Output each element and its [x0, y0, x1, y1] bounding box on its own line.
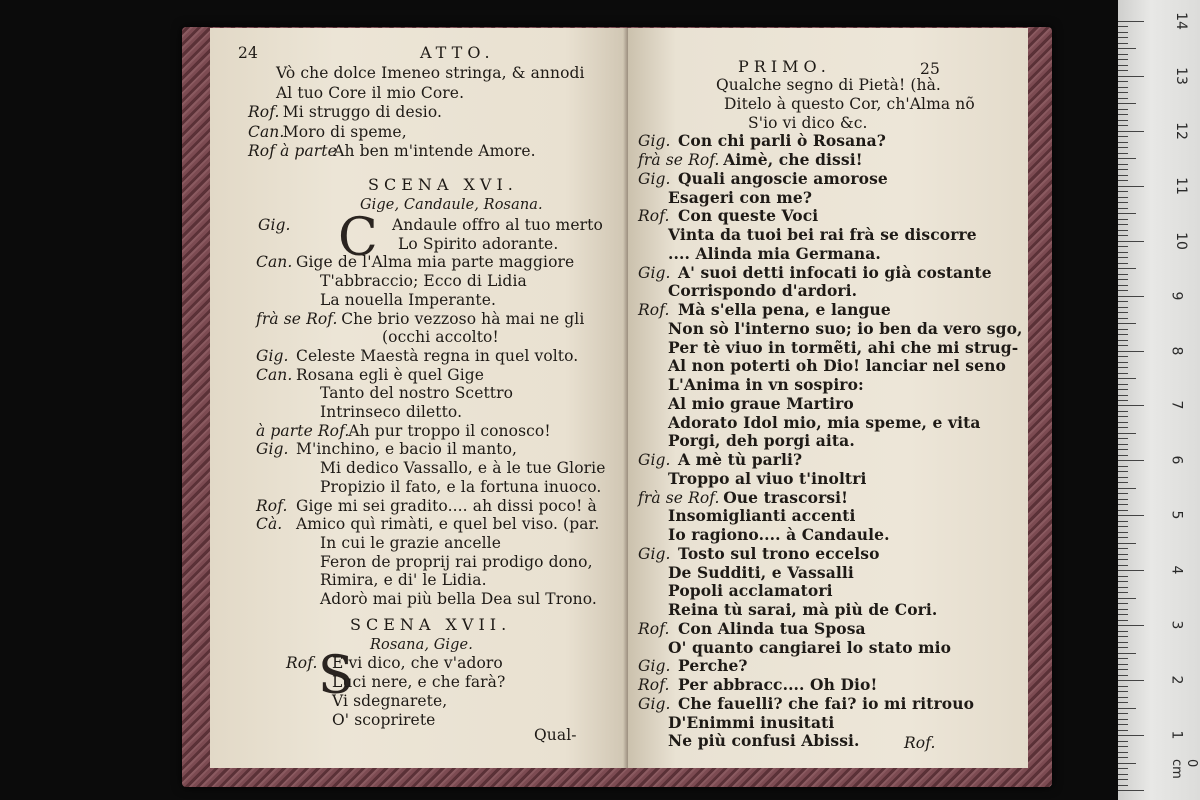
ruler-tick: [1118, 647, 1128, 648]
ruler-tick: [1118, 422, 1128, 423]
ruler-tick: [1118, 757, 1128, 758]
ruler-number: 2: [1168, 675, 1185, 685]
ruler-tick: [1118, 614, 1128, 615]
scene-persons: Rosana, Gige.: [370, 637, 473, 653]
text-line: Vinta da tuoi bei rai frà se discorre: [668, 225, 977, 244]
ruler-tick: [1118, 340, 1128, 341]
left-page: [210, 28, 628, 768]
text-line: Amico quì rimàti, e quel bel viso. (par.: [296, 515, 600, 534]
ruler-tick: [1118, 620, 1128, 621]
text-line: A mè tù parli?: [678, 450, 803, 469]
ruler-number: 5: [1168, 510, 1185, 520]
text-line: Che brio vezzoso hà mai ne gli: [341, 309, 585, 328]
ruler-tick: [1118, 158, 1136, 159]
ruler-tick: [1118, 224, 1128, 225]
speaker-label: Gig.: [638, 694, 671, 713]
text-line: Propizio il fato, e la fortuna inuoco.: [320, 477, 602, 496]
ruler-tick: [1118, 48, 1136, 49]
text-line: Esageri con me?: [668, 187, 813, 207]
text-line: A' suoi detti infocati io già costante: [678, 262, 992, 282]
ruler-tick: [1118, 191, 1128, 192]
measuring-ruler: [1118, 0, 1200, 800]
text-line: L'Anima in vn sospiro:: [668, 375, 864, 394]
speaker-label: Rof.: [256, 496, 288, 515]
ruler-tick: [1118, 449, 1128, 450]
catchword: Qual-: [534, 726, 577, 744]
text-line: Con chi parli ò Rosana?: [678, 131, 886, 151]
text-line: Tanto del nostro Scettro: [320, 384, 514, 403]
text-line: Gige mi sei gradito.... ah dissi poco! à: [296, 496, 597, 515]
ruler-tick: [1118, 32, 1128, 33]
ruler-tick: [1118, 334, 1128, 335]
ruler-tick: [1118, 658, 1128, 659]
ruler-tick: [1118, 54, 1128, 55]
ruler-tick: [1118, 741, 1128, 742]
speaker-label: Rof.: [638, 207, 670, 226]
ruler-tick: [1118, 169, 1128, 170]
text-line: Tosto sul trono eccelso: [678, 543, 880, 563]
ruler-tick: [1118, 384, 1128, 385]
scene-heading: SCENA XVI.: [368, 175, 518, 194]
text-line: Andaule offro al tuo merto: [392, 216, 603, 234]
text-line: Troppo al viuo t'inoltri: [668, 468, 867, 488]
ruler-tick: [1118, 98, 1128, 99]
ruler-tick: [1118, 724, 1128, 725]
text-line: Adorò mai più bella Dea sul Trono.: [320, 590, 597, 608]
speaker-label: Gig.: [638, 657, 671, 676]
page-number: 24: [238, 44, 258, 62]
ruler-tick: [1118, 609, 1128, 610]
text-line: In cui le grazie ancelle: [320, 533, 501, 552]
ruler-tick: [1118, 246, 1128, 247]
text-line: Insomiglianti accenti: [668, 506, 856, 526]
ruler-tick: [1118, 252, 1128, 253]
text-line: Popoli acclamatori: [668, 581, 833, 601]
ruler-tick: [1118, 230, 1128, 231]
ruler-tick: [1118, 713, 1128, 714]
text-line: .... Alinda mia Germana.: [668, 243, 881, 263]
ruler-tick: [1118, 768, 1128, 769]
speaker-label: frà se Rof.: [638, 488, 720, 507]
ruler-tick: [1118, 438, 1128, 439]
ruler-tick: [1118, 329, 1128, 330]
ruler-tick: [1118, 87, 1128, 88]
ruler-tick: [1118, 554, 1128, 555]
text-line: Per tè viuo in tormẽti, ahi che mi strug-: [668, 337, 1019, 357]
ruler-number: 4: [1168, 565, 1185, 575]
ruler-tick: [1118, 125, 1128, 126]
ruler-tick: [1118, 81, 1128, 82]
ruler-tick: [1118, 592, 1128, 593]
ruler-tick: [1118, 356, 1128, 357]
ruler-tick: [1118, 312, 1128, 313]
ruler-tick: [1118, 499, 1128, 500]
ruler-tick: [1118, 219, 1128, 220]
speaker-label: Rof.: [638, 676, 670, 694]
ruler-tick: [1118, 411, 1128, 412]
ruler-tick: [1118, 466, 1128, 467]
text-line: Quali angoscie amorose: [678, 168, 888, 188]
text-line: Mà s'ella pena, e langue: [678, 300, 891, 319]
text-line: Moro di speme,: [282, 122, 407, 141]
text-line: Celeste Maestà regna in quel volto.: [296, 346, 579, 365]
text-line: S'io vi dico &c.: [748, 113, 868, 132]
speaker-label: Gig.: [638, 451, 671, 469]
right-page: [628, 28, 1028, 768]
ruler-tick: [1118, 301, 1128, 302]
text-line: Mi struggo di desio.: [282, 103, 443, 121]
ruler-number: 8: [1168, 346, 1185, 356]
left-page-text: [210, 28, 628, 768]
text-line: Rosana egli è quel Gige: [296, 365, 485, 384]
ruler-tick: [1118, 323, 1136, 324]
ruler-tick: [1118, 142, 1128, 143]
speaker-label: Gig.: [638, 544, 671, 563]
ruler-number: 1: [1168, 730, 1185, 740]
ruler-tick: [1118, 752, 1128, 753]
ruler-tick: [1118, 197, 1128, 198]
ruler-tick: [1118, 543, 1136, 544]
text-line: Porgi, deh porgi aita.: [668, 431, 855, 451]
speaker-label: Gig.: [638, 169, 671, 188]
speaker-label: à parte Rof.: [256, 421, 350, 440]
ruler-tick: [1118, 691, 1128, 692]
ruler-tick: [1118, 279, 1128, 280]
ruler-tick: [1118, 427, 1128, 428]
ruler-tick: [1118, 521, 1128, 522]
text-line: Feron de proprij rai prodigo dono,: [320, 552, 593, 571]
ruler-tick: [1118, 559, 1128, 560]
ruler-tick: [1118, 598, 1136, 599]
ruler-tick: [1118, 345, 1128, 346]
drop-capital: S: [318, 646, 354, 706]
ruler-tick: [1118, 395, 1128, 396]
ruler-tick: [1118, 576, 1128, 577]
text-line: Mi dedico Vassallo, e à le tue Glorie: [320, 459, 606, 478]
drop-capital: C: [338, 208, 378, 268]
ruler-tick: [1118, 675, 1128, 676]
text-line: Rimira, e di' le Lidia.: [320, 571, 487, 590]
text-line: Al tuo Core il mio Core.: [276, 83, 465, 102]
text-line: E vi dico, che v'adoro: [332, 654, 503, 672]
ruler-tick: [1118, 109, 1128, 110]
speaker-label: Gig.: [256, 440, 289, 459]
text-line: Con Alinda tua Sposa: [678, 618, 866, 638]
ruler-tick: [1118, 373, 1128, 374]
scene-persons: Gige, Candaule, Rosana.: [360, 197, 543, 213]
text-line: Al mio graue Martiro: [668, 393, 854, 413]
ruler-tick: [1118, 37, 1128, 38]
text-line: Ne più confusi Abissi.: [668, 731, 860, 751]
ruler-number: 12: [1172, 121, 1189, 140]
speaker-label: Can.: [248, 122, 285, 141]
speaker-label: Gig.: [638, 132, 671, 151]
ruler-tick: [1118, 570, 1144, 571]
ruler-tick: [1118, 290, 1128, 291]
text-line: (occhi accolto!: [382, 328, 499, 347]
ruler-number: 13: [1172, 66, 1189, 85]
ruler-tick: [1118, 274, 1128, 275]
ruler-tick: [1118, 21, 1144, 22]
ruler-tick: [1118, 702, 1128, 703]
text-line: Lo Spirito adorante.: [398, 234, 559, 253]
ruler-tick: [1118, 493, 1128, 494]
text-line: Vò che dolce Imeneo stringa, & annodi: [276, 64, 585, 82]
ruler-tick: [1118, 147, 1128, 148]
ruler-tick: [1118, 213, 1136, 214]
speaker-label: Rof.: [286, 654, 318, 672]
ruler-tick: [1118, 180, 1128, 181]
text-line: Per abbracc.... Oh Dio!: [678, 675, 878, 694]
ruler-tick: [1118, 389, 1128, 390]
text-line: O' scoprirete: [332, 711, 436, 729]
ruler-tick: [1118, 164, 1128, 165]
ruler-tick: [1118, 779, 1128, 780]
ruler-tick: [1118, 515, 1144, 516]
ruler-number: 14: [1172, 12, 1189, 30]
ruler-tick: [1118, 153, 1128, 154]
ruler-tick: [1118, 400, 1128, 401]
ruler-tick: [1118, 26, 1128, 27]
ruler-number: 7: [1168, 401, 1185, 410]
page-number: 25: [920, 60, 940, 78]
running-head: ATTO.: [420, 43, 495, 62]
speaker-label: frà se Rof.: [256, 309, 338, 328]
ruler-tick: [1118, 482, 1128, 483]
ruler-tick: [1118, 444, 1128, 445]
text-line: M'inchino, e bacio il manto,: [296, 440, 518, 459]
catchword: Rof.: [904, 734, 936, 752]
speaker-label: Rof à parte: [248, 142, 337, 160]
text-line: Ah pur troppo il conosco!: [348, 421, 551, 440]
text-line: Qualche segno di Pietà! (hà.: [716, 76, 941, 94]
ruler-tick: [1118, 488, 1136, 489]
text-line: Non sò l'interno suo; io ben da vero sgo,: [668, 318, 1023, 338]
text-line: Che fauelli? che fai? io mi ritrouo: [678, 693, 975, 713]
ruler-tick: [1118, 103, 1136, 104]
ruler-tick: [1118, 416, 1128, 417]
ruler-tick: [1118, 790, 1144, 791]
text-line: Luci nere, e che farà?: [332, 673, 506, 691]
ruler-tick: [1118, 120, 1128, 121]
text-line: T'abbraccio; Ecco di Lidia: [320, 272, 527, 291]
ruler-number: 10: [1172, 231, 1189, 250]
ruler-tick: [1118, 708, 1136, 709]
text-line: Reina tù sarai, mà più de Cori.: [668, 600, 938, 619]
text-line: Ditelo à questo Cor, ch'Alma nõ: [724, 94, 975, 113]
text-line: Corrispondo d'ardori.: [668, 281, 858, 301]
ruler-tick: [1118, 763, 1136, 764]
ruler-tick: [1118, 65, 1128, 66]
ruler-tick: [1118, 471, 1128, 472]
ruler-tick: [1118, 735, 1144, 736]
text-line: Al non poterti oh Dio! lanciar nel seno: [668, 356, 1006, 376]
speaker-label: Rof.: [638, 619, 670, 638]
ruler-tick: [1118, 257, 1128, 258]
speaker-label: Gig.: [256, 346, 289, 365]
ruler-number: 3: [1168, 620, 1185, 630]
ruler-tick: [1118, 76, 1144, 77]
ruler-tick: [1118, 510, 1128, 511]
ruler-tick: [1118, 405, 1144, 406]
speaker-label: Rof.: [638, 301, 670, 319]
speaker-label: Rof.: [248, 103, 280, 121]
ruler-tick: [1118, 433, 1136, 434]
text-line: Gige de l'Alma mia parte maggiore: [296, 253, 575, 272]
ruler-tick: [1118, 669, 1128, 670]
speaker-label: frà se Rof.: [638, 151, 720, 169]
ruler-tick: [1118, 175, 1128, 176]
text-line: La nouella Imperante.: [320, 290, 496, 309]
ruler-tick: [1118, 241, 1144, 242]
ruler-tick: [1118, 587, 1128, 588]
ruler-tick: [1118, 378, 1136, 379]
ruler-tick: [1118, 625, 1144, 626]
ruler-tick: [1118, 114, 1128, 115]
ruler-tick: [1118, 351, 1144, 352]
ruler-tick: [1118, 636, 1128, 637]
text-line: De Sudditi, e Vassalli: [668, 562, 854, 582]
ruler-tick: [1118, 202, 1128, 203]
ruler-tick: [1118, 263, 1128, 264]
ruler-tick: [1118, 59, 1128, 60]
text-line: Aimè, che dissi!: [723, 150, 863, 169]
text-line: O' quanto cangiarei lo stato mio: [668, 637, 952, 657]
ruler-tick: [1118, 296, 1144, 297]
ruler-tick: [1118, 208, 1128, 209]
ruler-tick: [1118, 131, 1144, 132]
ruler-number: 6: [1168, 455, 1185, 465]
ruler-unit-label: 0 cm: [1169, 759, 1199, 779]
speaker-label: Gig.: [638, 263, 671, 282]
ruler-tick: [1118, 70, 1128, 71]
running-head: PRIMO.: [738, 57, 831, 76]
right-page-text: [628, 28, 1028, 768]
ruler-tick: [1118, 785, 1128, 786]
text-line: D'Enimmi inusitati: [668, 712, 835, 732]
ruler-tick: [1118, 642, 1128, 643]
text-line: Oue trascorsi!: [723, 487, 849, 507]
ruler-tick: [1118, 532, 1128, 533]
text-line: Adorato Idol mio, mia speme, e vita: [668, 412, 981, 432]
ruler-tick: [1118, 526, 1128, 527]
ruler-tick: [1118, 631, 1128, 632]
text-line: Ah ben m'intende Amore.: [333, 142, 536, 160]
ruler-tick: [1118, 136, 1128, 137]
speaker-label: Can.: [256, 365, 293, 384]
ruler-tick: [1118, 318, 1128, 319]
ruler-tick: [1118, 746, 1128, 747]
text-line: Con queste Voci: [678, 206, 819, 226]
ruler-tick: [1118, 686, 1128, 687]
ruler-number: 9: [1168, 291, 1185, 301]
text-line: Perche?: [678, 656, 748, 676]
text-line: Intrinseco diletto.: [320, 403, 463, 421]
ruler-tick: [1118, 460, 1144, 461]
ruler-tick: [1118, 362, 1128, 363]
ruler-tick: [1118, 477, 1128, 478]
ruler-number: 11: [1172, 176, 1189, 195]
ruler-tick: [1118, 653, 1136, 654]
speaker-label: Can.: [256, 253, 293, 272]
ruler-tick: [1118, 268, 1136, 269]
speaker-label: Gig.: [258, 216, 291, 234]
text-line: Vi sdegnarete,: [332, 692, 448, 710]
ruler-tick: [1118, 367, 1128, 368]
ruler-tick: [1118, 730, 1128, 731]
ruler-tick: [1118, 603, 1128, 604]
ruler-tick: [1118, 774, 1128, 775]
ruler-tick: [1118, 548, 1128, 549]
speaker-label: Cà.: [256, 515, 283, 534]
ruler-tick: [1118, 664, 1128, 665]
ruler-tick: [1118, 235, 1128, 236]
ruler-tick: [1118, 697, 1128, 698]
ruler-tick: [1118, 307, 1128, 308]
ruler-tick: [1118, 455, 1128, 456]
ruler-tick: [1118, 285, 1128, 286]
ruler-tick: [1118, 565, 1128, 566]
ruler-tick: [1118, 719, 1128, 720]
ruler-tick: [1118, 537, 1128, 538]
ruler-tick: [1118, 581, 1128, 582]
ruler-tick: [1118, 92, 1128, 93]
ruler-tick: [1118, 186, 1144, 187]
ruler-tick: [1118, 504, 1128, 505]
ruler-tick: [1118, 43, 1128, 44]
scene-heading: SCENA XVII.: [350, 615, 512, 634]
ruler-tick: [1118, 680, 1144, 681]
text-line: Io ragiono.... à Candaule.: [668, 525, 890, 544]
